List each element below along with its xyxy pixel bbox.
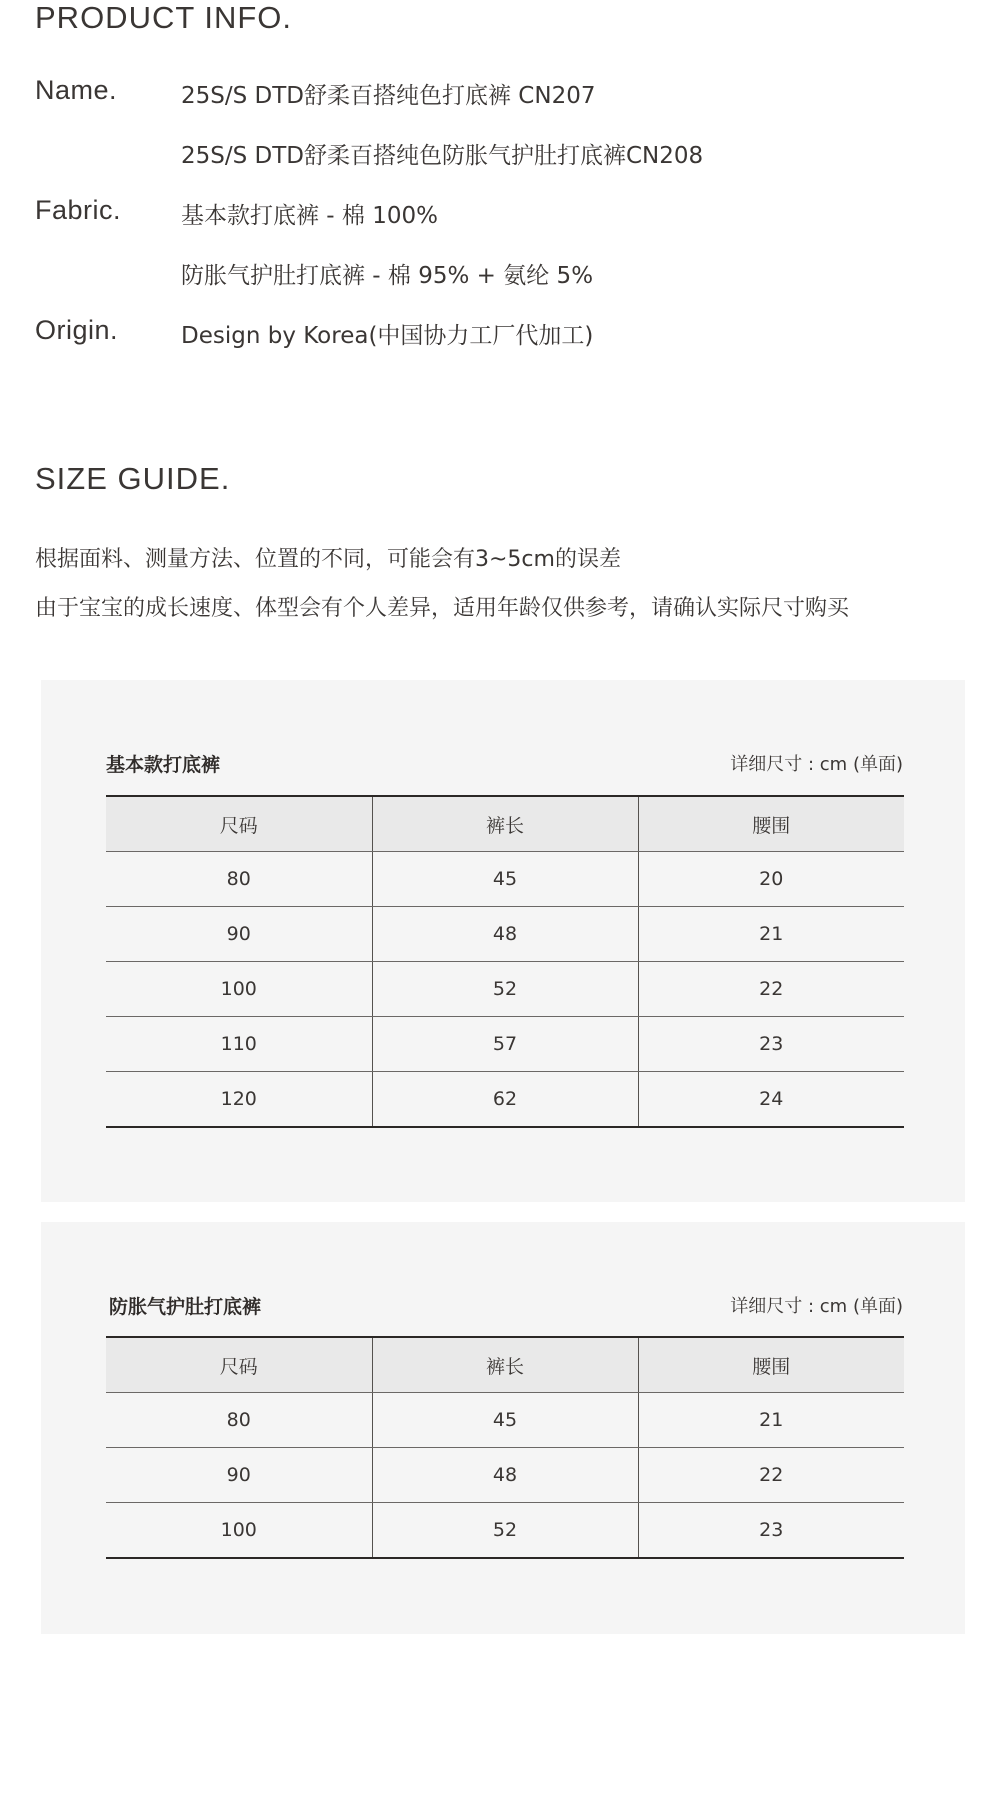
info-label-fabric: Fabric. — [35, 195, 122, 225]
table-cell: 22 — [638, 962, 904, 1017]
table-cell: 45 — [372, 852, 638, 907]
size-table-unit: 详细尺寸 : cm (单面) — [730, 1296, 903, 1317]
table-row — [106, 1503, 904, 1559]
size-panel-header — [106, 750, 903, 780]
size-note-1: 根据面料、测量方法、位置的不同，可能会有3~5cm的误差 — [35, 547, 621, 572]
product-info-title: PRODUCT INFO. — [35, 0, 292, 35]
table-row — [106, 1072, 904, 1128]
table-cell: 21 — [638, 1393, 904, 1448]
info-row-name — [35, 75, 1000, 115]
info-label-origin: Origin. — [35, 315, 119, 345]
table-cell: 21 — [638, 907, 904, 962]
size-panel-basic — [41, 680, 965, 1202]
table-cell: 100 — [106, 962, 372, 1017]
info-value-origin: Design by Korea(中国协力工厂代加工) — [181, 323, 594, 349]
table-cell: 24 — [638, 1072, 904, 1128]
table-row — [106, 962, 904, 1017]
size-table-title: 基本款打底裤 — [106, 754, 221, 776]
table-row — [106, 1393, 904, 1448]
info-value-fabric-1: 基本款打底裤 - 棉 100% — [181, 203, 438, 229]
table-cell: 100 — [106, 1503, 372, 1559]
table-cell: 120 — [106, 1072, 372, 1128]
table-cell: 23 — [638, 1017, 904, 1072]
info-row-name-2 — [35, 135, 1000, 175]
column-header-size: 尺码 — [106, 796, 372, 852]
table-cell: 90 — [106, 907, 372, 962]
info-value-name-2: 25S/S DTD舒柔百搭纯色防胀气护肚打底裤CN208 — [181, 143, 704, 169]
info-row-fabric-2 — [35, 255, 1000, 295]
info-label-name: Name. — [35, 75, 118, 105]
table-row — [106, 907, 904, 962]
column-header-size: 尺码 — [106, 1337, 372, 1393]
size-note-2: 由于宝宝的成长速度、体型会有个人差异，适用年龄仅供参考，请确认实际尺寸购买 — [35, 596, 850, 621]
size-table-basic — [106, 795, 904, 1128]
table-cell: 80 — [106, 852, 372, 907]
column-header-waist: 腰围 — [638, 796, 904, 852]
table-cell: 48 — [372, 1448, 638, 1503]
table-cell: 52 — [372, 962, 638, 1017]
size-table-anti-bloating — [106, 1336, 904, 1559]
table-cell: 52 — [372, 1503, 638, 1559]
table-cell: 23 — [638, 1503, 904, 1559]
table-row — [106, 1017, 904, 1072]
size-guide-title: SIZE GUIDE. — [35, 461, 231, 496]
table-cell: 48 — [372, 907, 638, 962]
info-row-fabric — [35, 195, 1000, 235]
table-row — [106, 1448, 904, 1503]
table-cell: 62 — [372, 1072, 638, 1128]
size-panel-header — [106, 1292, 903, 1322]
table-cell: 45 — [372, 1393, 638, 1448]
info-row-origin — [35, 315, 1000, 355]
info-value-name-1: 25S/S DTD舒柔百搭纯色打底裤 CN207 — [181, 83, 596, 109]
table-cell: 57 — [372, 1017, 638, 1072]
size-table-title: 防胀气护肚打底裤 — [109, 1296, 262, 1318]
table-cell: 20 — [638, 852, 904, 907]
table-row — [106, 852, 904, 907]
size-panel-anti-bloating — [41, 1222, 965, 1634]
size-table-unit: 详细尺寸 : cm (单面) — [730, 754, 903, 775]
table-header-row — [106, 1337, 904, 1393]
table-cell: 90 — [106, 1448, 372, 1503]
column-header-length: 裤长 — [372, 796, 638, 852]
column-header-waist: 腰围 — [638, 1337, 904, 1393]
table-cell: 22 — [638, 1448, 904, 1503]
table-header-row — [106, 796, 904, 852]
column-header-length: 裤长 — [372, 1337, 638, 1393]
table-cell: 80 — [106, 1393, 372, 1448]
table-cell: 110 — [106, 1017, 372, 1072]
info-value-fabric-2: 防胀气护肚打底裤 - 棉 95% + 氨纶 5% — [181, 263, 594, 289]
